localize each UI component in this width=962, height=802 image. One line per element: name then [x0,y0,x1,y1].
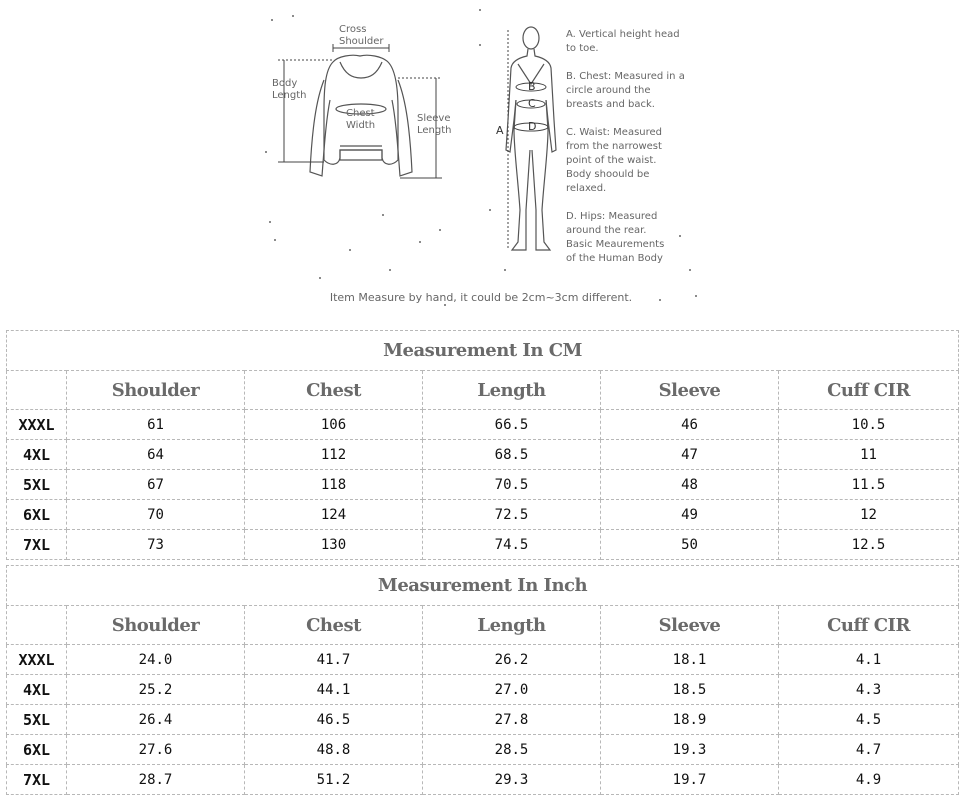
table-cell: 4.5 [779,705,959,735]
table-cell: 26.2 [423,645,601,675]
table-cell: 106 [245,410,423,440]
body-note-c: C. Waist: Measured from the narrowest point of the waist. Body shoould be relaxed. [566,127,663,194]
table-cell: 4.1 [779,645,959,675]
inch-table-caption: Measurement In Inch [7,566,959,606]
table-row [7,470,959,500]
body-note-b: B. Chest: Measured in a circle around the breasts and back. [566,71,685,110]
inch-size-table [6,565,959,795]
table-cell: 25.2 [67,675,245,705]
table-cell: 4.3 [779,675,959,705]
table-cell: 28.5 [423,735,601,765]
table-cell: 11 [779,440,959,470]
table-cell: 29.3 [423,765,601,795]
table-cell: 48 [601,470,779,500]
cross-shoulder-label: Cross Shoulder [339,24,384,47]
inch-caption-row [7,566,959,606]
table-row [7,440,959,470]
table-cell: 24.0 [67,645,245,675]
table-row [7,675,959,705]
column-header: Length [423,606,601,645]
size-label: 7XL [7,530,67,560]
table-cell: 68.5 [423,440,601,470]
table-cell: 4.7 [779,735,959,765]
cm-header-row [7,371,959,410]
table-cell: 67 [67,470,245,500]
table-cell: 70 [67,500,245,530]
size-label: 6XL [7,500,67,530]
table-cell: 74.5 [423,530,601,560]
size-label: 7XL [7,765,67,795]
table-cell: 11.5 [779,470,959,500]
table-cell: 72.5 [423,500,601,530]
table-cell: 50 [601,530,779,560]
table-row [7,410,959,440]
table-cell: 64 [67,440,245,470]
table-cell: 44.1 [245,675,423,705]
table-row [7,705,959,735]
column-header: Sleeve [601,606,779,645]
table-cell: 70.5 [423,470,601,500]
size-label: 4XL [7,675,67,705]
body-marker-d: D [528,120,537,133]
table-cell: 66.5 [423,410,601,440]
table-cell: 4.9 [779,765,959,795]
table-cell: 118 [245,470,423,500]
table-cell: 12.5 [779,530,959,560]
cm-size-table [6,330,959,560]
table-cell: 18.1 [601,645,779,675]
table-cell: 10.5 [779,410,959,440]
table-cell: 112 [245,440,423,470]
column-header: Chest [245,371,423,410]
body-marker-c: C [528,97,536,110]
table-cell: 27.8 [423,705,601,735]
table-cell: 19.3 [601,735,779,765]
body-marker-b: B [528,80,536,93]
body-note-a: A. Vertical height head to toe. [566,29,680,54]
table-row [7,530,959,560]
table-cell: 47 [601,440,779,470]
body-note-d: D. Hips: Measured around the rear. Basic Meaurements of the Human Body [566,211,665,264]
cm-caption-row [7,331,959,371]
column-header: Chest [245,606,423,645]
chest-width-label: Chest Width [346,108,376,131]
table-cell: 46.5 [245,705,423,735]
column-header: Length [423,371,601,410]
size-header-cell [7,606,67,645]
table-cell: 12 [779,500,959,530]
table-cell: 28.7 [67,765,245,795]
cm-table-caption: Measurement In CM [7,331,959,371]
table-row [7,735,959,765]
table-cell: 48.8 [245,735,423,765]
column-header: Cuff CIR [779,606,959,645]
body-length-label: Body Length [272,78,307,101]
table-cell: 26.4 [67,705,245,735]
column-header: Shoulder [67,371,245,410]
table-cell: 46 [601,410,779,440]
table-cell: 27.6 [67,735,245,765]
size-label: XXXL [7,410,67,440]
table-cell: 124 [245,500,423,530]
sleeve-length-label: Sleeve Length [417,113,452,136]
table-cell: 130 [245,530,423,560]
table-cell: 73 [67,530,245,560]
table-cell: 61 [67,410,245,440]
table-cell: 18.9 [601,705,779,735]
size-label: 6XL [7,735,67,765]
column-header: Sleeve [601,371,779,410]
size-label: 4XL [7,440,67,470]
diagram-drawing [0,0,962,322]
table-row [7,500,959,530]
table-cell: 27.0 [423,675,601,705]
table-row [7,765,959,795]
size-header-cell [7,371,67,410]
table-cell: 49 [601,500,779,530]
body-marker-a: A [496,124,504,137]
size-label: XXXL [7,645,67,675]
column-header: Cuff CIR [779,371,959,410]
measurement-diagram [0,0,962,322]
size-label: 5XL [7,470,67,500]
measure-disclaimer: Item Measure by hand, it could be 2cm~3cm different. [329,291,633,304]
table-cell: 19.7 [601,765,779,795]
human-body-illustration [506,27,556,250]
table-row [7,645,959,675]
table-cell: 18.5 [601,675,779,705]
table-cell: 41.7 [245,645,423,675]
column-header: Shoulder [67,606,245,645]
size-label: 5XL [7,705,67,735]
inch-header-row [7,606,959,645]
table-cell: 51.2 [245,765,423,795]
